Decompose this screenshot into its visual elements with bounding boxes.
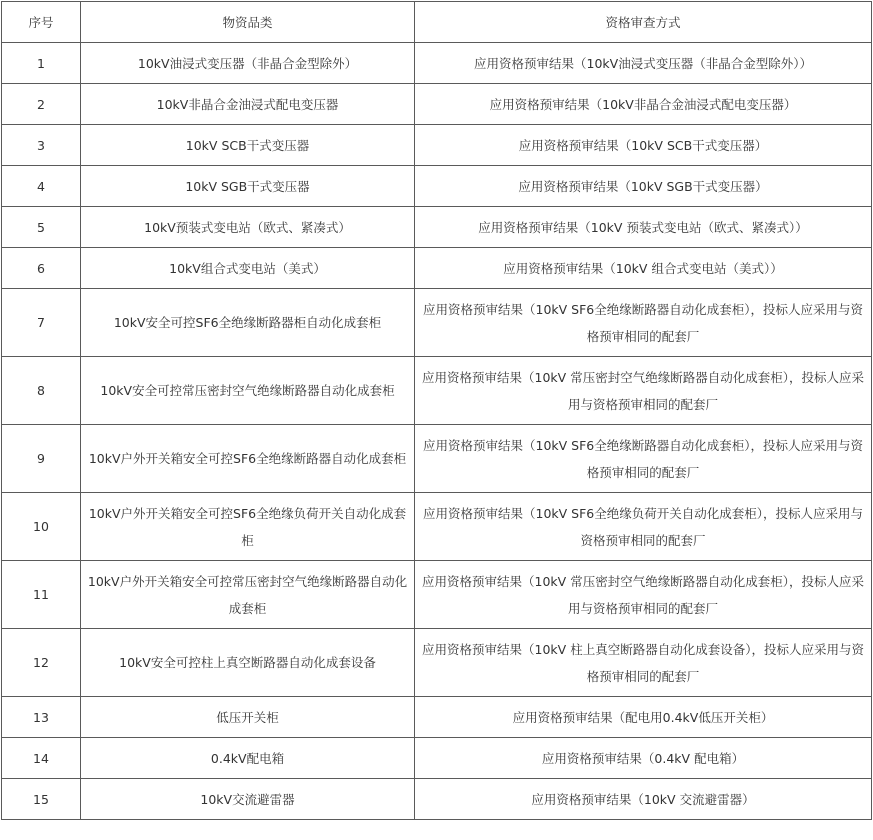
table-row — [2, 125, 872, 166]
cell-seq: 13 — [2, 697, 81, 738]
cell-method: 应用资格预审结果（10kV 交流避雷器） — [415, 779, 872, 820]
cell-method: 应用资格预审结果（10kV SGB干式变压器） — [415, 166, 872, 207]
table-row — [2, 43, 872, 84]
cell-method: 应用资格预审结果（10kV 常压密封空气绝缘断路器自动化成套柜），投标人应采用与资格预审相同的配套厂 — [415, 561, 872, 629]
cell-seq: 7 — [2, 289, 81, 357]
cell-seq: 11 — [2, 561, 81, 629]
cell-category: 10kV户外开关箱安全可控SF6全绝缘负荷开关自动化成套柜 — [81, 493, 415, 561]
cell-method: 应用资格预审结果（10kV 柱上真空断路器自动化成套设备），投标人应采用与资格预审相同的配套厂 — [415, 629, 872, 697]
cell-method: 应用资格预审结果（10kV 常压密封空气绝缘断路器自动化成套柜），投标人应采用与资格预审相同的配套厂 — [415, 357, 872, 425]
cell-seq: 12 — [2, 629, 81, 697]
table-row — [2, 561, 872, 629]
cell-method: 应用资格预审结果（10kV非晶合金油浸式配电变压器） — [415, 84, 872, 125]
table-row — [2, 248, 872, 289]
cell-category: 低压开关柜 — [81, 697, 415, 738]
cell-seq: 9 — [2, 425, 81, 493]
header-seq: 序号 — [2, 2, 81, 43]
cell-method: 应用资格预审结果（10kV SF6全绝缘负荷开关自动化成套柜），投标人应采用与资格预审相同的配套厂 — [415, 493, 872, 561]
table-row — [2, 629, 872, 697]
table-row — [2, 779, 872, 820]
table-row — [2, 289, 872, 357]
cell-method: 应用资格预审结果（10kV SF6全绝缘断路器自动化成套柜），投标人应采用与资格预审相同的配套厂 — [415, 425, 872, 493]
table-row — [2, 493, 872, 561]
cell-seq: 8 — [2, 357, 81, 425]
cell-seq: 1 — [2, 43, 81, 84]
cell-method: 应用资格预审结果（10kV油浸式变压器（非晶合金型除外）） — [415, 43, 872, 84]
header-method: 资格审查方式 — [415, 2, 872, 43]
table-row — [2, 697, 872, 738]
cell-method: 应用资格预审结果（10kV SF6全绝缘断路器自动化成套柜），投标人应采用与资格预审相同的配套厂 — [415, 289, 872, 357]
table-row — [2, 207, 872, 248]
cell-method: 应用资格预审结果（10kV 预装式变电站（欧式、紧凑式）） — [415, 207, 872, 248]
cell-seq: 4 — [2, 166, 81, 207]
table-header-row — [2, 2, 872, 43]
cell-seq: 3 — [2, 125, 81, 166]
cell-method: 应用资格预审结果（配电用0.4kV低压开关柜） — [415, 697, 872, 738]
cell-category: 10kV非晶合金油浸式配电变压器 — [81, 84, 415, 125]
cell-category: 10kV交流避雷器 — [81, 779, 415, 820]
cell-seq: 2 — [2, 84, 81, 125]
cell-category: 0.4kV配电箱 — [81, 738, 415, 779]
cell-category: 10kV安全可控柱上真空断路器自动化成套设备 — [81, 629, 415, 697]
header-category: 物资品类 — [81, 2, 415, 43]
table-row — [2, 738, 872, 779]
cell-category: 10kV安全可控常压密封空气绝缘断路器自动化成套柜 — [81, 357, 415, 425]
qualification-table — [1, 1, 872, 820]
cell-seq: 10 — [2, 493, 81, 561]
cell-category: 10kV SCB干式变压器 — [81, 125, 415, 166]
cell-seq: 14 — [2, 738, 81, 779]
cell-seq: 5 — [2, 207, 81, 248]
cell-seq: 15 — [2, 779, 81, 820]
table-row — [2, 425, 872, 493]
cell-seq: 6 — [2, 248, 81, 289]
table-row — [2, 166, 872, 207]
cell-method: 应用资格预审结果（10kV 组合式变电站（美式）） — [415, 248, 872, 289]
cell-category: 10kV油浸式变压器（非晶合金型除外） — [81, 43, 415, 84]
cell-category: 10kV预装式变电站（欧式、紧凑式） — [81, 207, 415, 248]
cell-category: 10kV SGB干式变压器 — [81, 166, 415, 207]
table-row — [2, 84, 872, 125]
table-row — [2, 357, 872, 425]
cell-category: 10kV安全可控SF6全绝缘断路器柜自动化成套柜 — [81, 289, 415, 357]
cell-category: 10kV组合式变电站（美式） — [81, 248, 415, 289]
cell-category: 10kV户外开关箱安全可控SF6全绝缘断路器自动化成套柜 — [81, 425, 415, 493]
cell-method: 应用资格预审结果（10kV SCB干式变压器） — [415, 125, 872, 166]
cell-method: 应用资格预审结果（0.4kV 配电箱） — [415, 738, 872, 779]
cell-category: 10kV户外开关箱安全可控常压密封空气绝缘断路器自动化成套柜 — [81, 561, 415, 629]
